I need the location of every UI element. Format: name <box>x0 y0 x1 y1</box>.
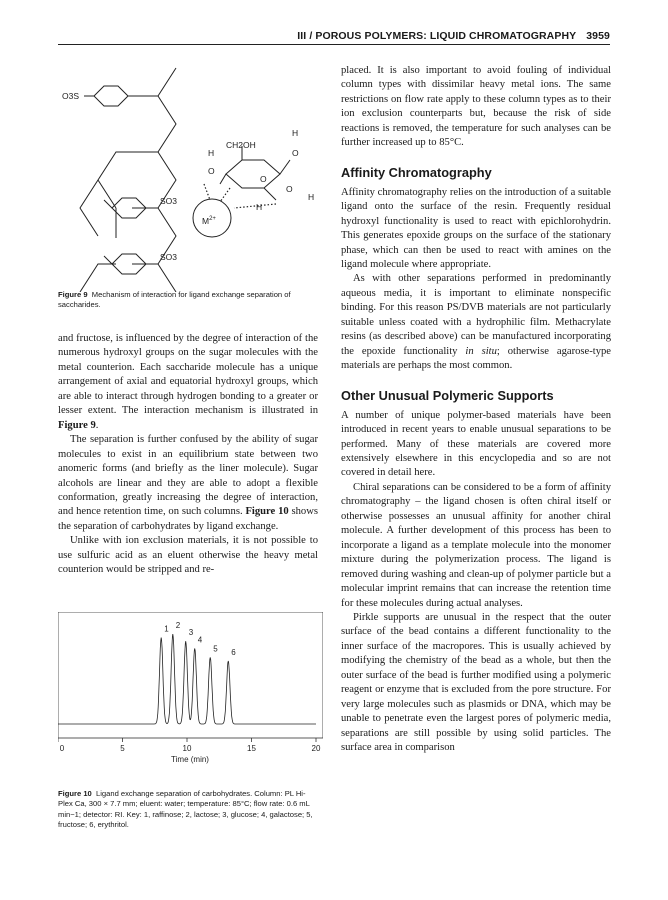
benzene-ring-1 <box>94 86 128 106</box>
h-label-1: H <box>208 148 215 158</box>
running-title <box>297 30 610 42</box>
figure-9-caption <box>58 290 320 311</box>
right-paragraph-5: Chiral separations can be considered to be a form of affinity chromatography – the ligand chosen is often chiral itself or otherwise possesses an unusual affinity for another chiral molecule. A further development of this process has been to incorporate a ligand as a template molecule into the monomer mixture during the polymerization process. The ligand is removed during washing and clean-up of polymer particle but a molecular imprint remains that can increase the retention time for these molecules during actual analyses. <box>341 481 611 609</box>
figure-10-label: Figure 10 <box>58 789 92 798</box>
peak-label: 2 <box>175 621 181 630</box>
o-label-1: O <box>208 166 215 176</box>
peak-label: 5 <box>213 644 218 654</box>
right-paragraph-1: placed. It is also important to avoid fouling of individual column types with dissimilar heavy metal ions. The same restrictions on flow rate apply to these column types as to their ion exclusion counterparts but, because the risk of side reactions is removed, the temperature for such analyses can be further increased up to 85°C. <box>341 65 611 149</box>
so3-label-2: SO3 <box>160 252 178 262</box>
x-tick-label: 10 <box>182 744 192 753</box>
left-paragraph-2 <box>58 433 318 534</box>
o3s-label: O3S <box>62 91 80 101</box>
figure-9-label: Figure 9 <box>58 290 88 299</box>
right-paragraph-3 <box>341 272 611 373</box>
right-paragraph-3-text: As with other separations performed in predominantly aqueous media, it is important to eliminate nonspecific binding. For this reason PS/DVB materials are not particularly suitable unless coated with a hydrophilic film. Methacrylate resins (as described above) can be manufactured incorporating the epoxide functionality <box>341 273 611 357</box>
left-column <box>58 332 318 578</box>
x-axis-label: Time (min) <box>171 755 209 764</box>
h-label-4: H <box>256 202 263 212</box>
figure-10-chart <box>58 612 323 782</box>
figure-9-diagram <box>58 60 328 292</box>
x-tick-label: 0 <box>59 744 65 753</box>
h-label-2: H <box>292 128 299 138</box>
figure-9-ref: Figure 9 <box>58 419 96 431</box>
peak-label: 6 <box>231 648 236 657</box>
x-tick-label: 20 <box>311 744 321 753</box>
ch2oh-label: CH2OH <box>226 140 256 150</box>
right-paragraph-3-end: ; otherwise agarose-type materials are perhaps the most common. <box>341 345 611 372</box>
page-header <box>58 30 610 45</box>
right-column <box>341 64 611 755</box>
so3-label: SO3 <box>160 196 178 206</box>
heading-affinity: Affinity Chromatography <box>341 164 492 180</box>
figure-10-caption <box>58 789 320 830</box>
figure-10-caption-text: Ligand exchange separation of carbohydrates. Column: PL Hi-Plex Ca, 300 × 7.7 mm; eluent: water; temperature: 85°C; flow rate: 0.6 mL min−1; detector: RI. Key: 1, raffinose; 2, lactose; 3, glucose; 4, galactose; 5, fructose; 6, erythritol. <box>58 789 313 829</box>
metal-charge: 2+ <box>209 216 216 222</box>
peak-label: 4 <box>197 635 203 645</box>
left-paragraph-1 <box>58 332 318 433</box>
left-paragraph-3: Unlike with ion exclusion materials, it is not possible to use sulfuric acid as an eluent otherwise the heavy metal counterion would be stripped and re- <box>58 535 318 576</box>
right-paragraph-6: Pirkle supports are unusual in the respect that the outer surface of the bead contains a different functionality to the inner surface of the macropores. This is usually achieved by modifying the chemistry of the bead as a whole, but then the outer surface of the bead is further modified using a polymeric reagent or enzyme that is excluded from the pore structure. For very large molecules such as plasmids or DNA, which may be unable to penetrate even the largest pores of polymeric media, separations are still possible by using solid particles. The surface area in comparison <box>341 611 611 754</box>
h-label-3: H <box>308 192 315 202</box>
in-situ-emphasis: in situ <box>465 345 497 357</box>
left-paragraph-1-text: and fructose, is influenced by the degree of interaction of the numerous hydroxyl groups on the sugar molecules with the metal counterion. Each saccharide molecule has a unique arrangement of axial and equatorial hydroxyl groups, which are able to interact through hydrogen bonding to a greater or lesser extent. The interaction mechanism is illustrated in <box>58 333 318 417</box>
right-paragraph-4: A number of unique polymer-based materials have been introduced in recent years to enable unusual separations to be performed. Many of these materials are covered more extensively elsewhere in this encyclopedia and so are not covered in detail here. <box>341 409 611 479</box>
o-label-3: O <box>292 148 299 158</box>
peak-label: 3 <box>188 628 194 638</box>
left-paragraph-2-end: shows the separation of carbohydrates by ligand exchange. <box>58 506 318 532</box>
right-paragraph-2: Affinity chromatography relies on the introduction of a suitable ligand onto the surface of the resin. Frequently residual hydroxyl functionality is used to react with epichlorohydrin. This generates epoxide groups on the surface of the stationary phase, which can then be used to react with amines on the ligand molecule where appropriate. <box>341 186 611 270</box>
figure-10-ref: Figure 10 <box>245 506 289 518</box>
x-tick-label: 5 <box>120 744 125 753</box>
figure-9-caption-text: Mechanism of interaction for ligand exchange separation of saccharides. <box>58 290 291 310</box>
o-label-4: O <box>286 184 293 194</box>
left-paragraph-1-end: . <box>95 419 99 431</box>
metal-label <box>202 216 216 226</box>
o-label-2: O <box>260 174 267 184</box>
sugar-ring <box>226 160 280 188</box>
metal-symbol: M <box>202 216 210 226</box>
running-title-text: III / POROUS POLYMERS: LIQUID CHROMATOGRAPHY <box>297 30 577 42</box>
peak-label: 1 <box>164 624 169 634</box>
chromatogram-trace <box>58 634 316 724</box>
page-number: 3959 <box>586 30 610 42</box>
x-tick-label: 15 <box>247 744 256 753</box>
heading-unusual-supports: Other Unusual Polymeric Supports <box>341 387 554 403</box>
left-paragraph-2-text: The separation is further confused by the ability of sugar molecules to exist in an equilibrium state between two anomeric forms (and briefly as the liner molecule). Sugar alcohols are linear and they are able to adopt a flexible conformation, greatly increasing the degree of interaction, and hence retention time, on such columns. <box>58 434 318 518</box>
